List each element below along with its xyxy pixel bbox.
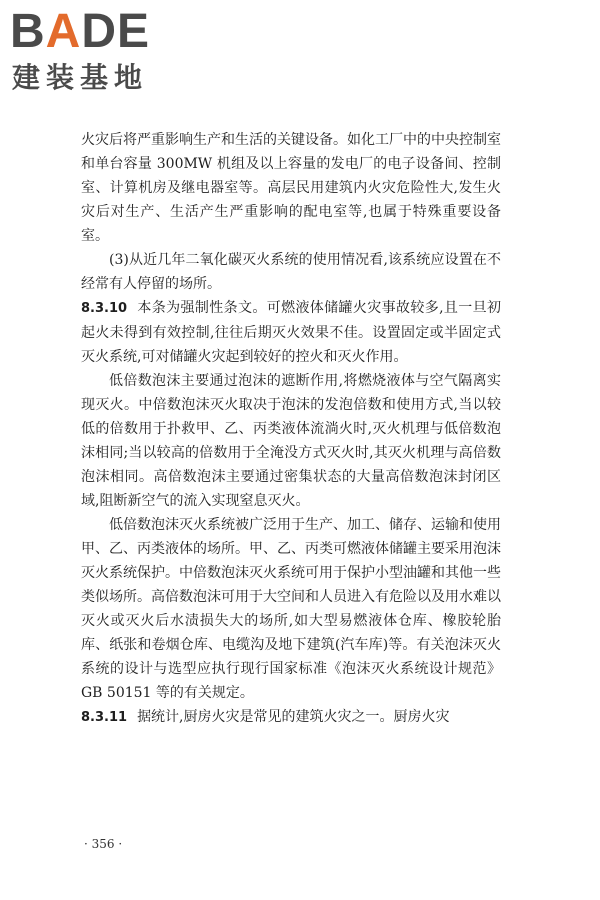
paragraph-text: 据统计,厨房火灾是常见的建筑火灾之一。厨房火灾: [137, 709, 450, 725]
paragraph-text: 低倍数泡沫灭火系统被广泛用于生产、加工、储存、运输和使用甲、乙、丙类液体的场所。甲、乙、丙类可燃液体储罐主要采用泡沫灭火系统保护。中倍数泡沫灭火系统可用于保护小型油罐和其他一些类似场所。高倍数泡沫可用于大空间和人员进入有危险以及用水难以灭火或灭火后水渍损失大的场所,如大型易燃液体仓库、橡胶轮胎库、纸张和卷烟仓库、电缆沟及地下建筑(汽车库)等。有关泡沫灭火系统的设计与选型应执行现行国家标准《泡沫灭火系统设计规范》GB 50151 等的有关规定。: [81, 517, 501, 701]
paragraph: [81, 128, 501, 248]
logo-letter-a-accent: A: [45, 5, 82, 58]
paragraph-text: 火灾后将严重影响生产和生活的关键设备。如化工厂中的中央控制室和单台容量 300MW 机组及以上容量的发电厂的电子设备间、控制室、计算机房及继电器室等。高层民用建筑内火灾危险性大,发生火灾后对生产、生活产生严重影响的配电室等,也属于特殊重要设备室。: [81, 132, 501, 244]
document-body: [81, 128, 501, 730]
paragraph: [81, 248, 501, 296]
section-number: 8.3.10: [81, 301, 128, 316]
logo-letters-de: DE: [81, 5, 151, 58]
paragraph: [81, 369, 501, 513]
paragraph-text: (3)从近几年二氧化碳灭火系统的使用情况看,该系统应设置在不经常有人停留的场所。: [81, 252, 501, 292]
paragraph: [81, 513, 501, 705]
section-number: 8.3.11: [81, 710, 128, 725]
section-paragraph: [81, 705, 501, 730]
page-number: · 356 ·: [84, 837, 123, 851]
paragraph-text: 低倍数泡沫主要通过泡沫的遮断作用,将燃烧液体与空气隔离实现灭火。中倍数泡沫灭火取决于泡沫的发泡倍数和使用方式,当以较低的倍数用于扑救甲、乙、丙类液体流淌火时,灭火机理与低倍数泡沫相同;当以较高的倍数用于全淹没方式灭火时,其灭火机理与高倍数泡沫相同。高倍数泡沫主要通过密集状态的大量高倍数泡沫封闭区域,阻断新空气的流入实现窒息灭火。: [81, 373, 501, 509]
logo-subtitle: 建装基地: [12, 61, 149, 94]
logo: [10, 5, 180, 98]
paragraph-text: 本条为强制性条文。可燃液体储罐火灾事故较多,且一旦初起火未得到有效控制,往往后期灭火效果不佳。设置固定或半固定式灭火系统,可对储罐火灾起到较好的控火和灭火作用。: [81, 300, 501, 365]
logo-wordmark: [10, 5, 151, 58]
logo-letter-b: B: [10, 5, 46, 58]
section-paragraph: [81, 296, 501, 369]
